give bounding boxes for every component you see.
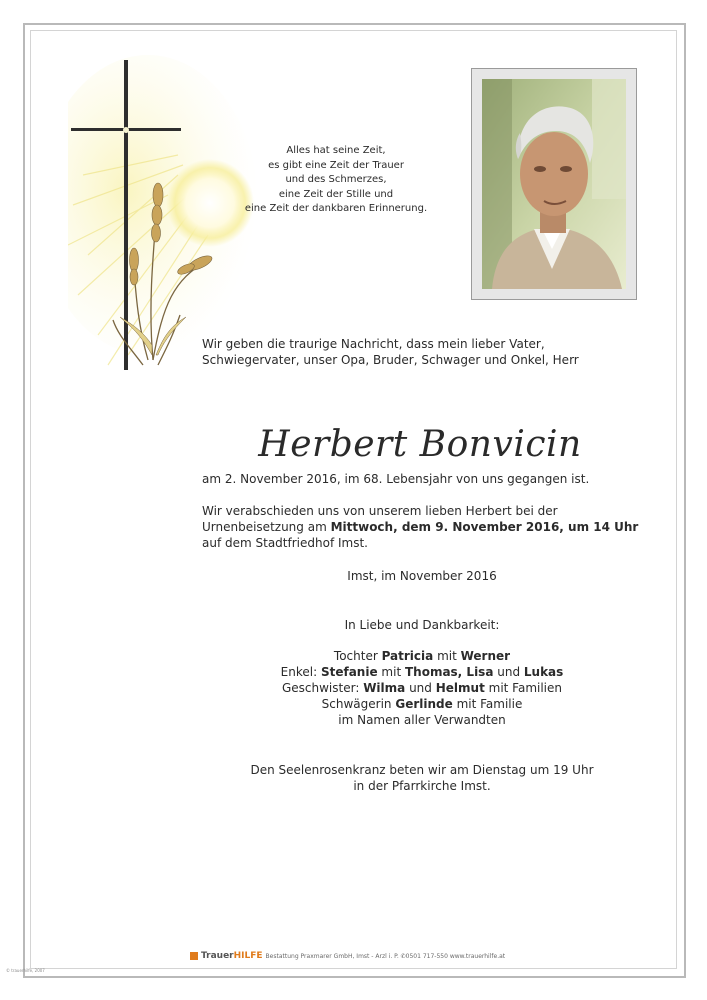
deceased-name: Herbert Bonvicin xyxy=(258,424,582,466)
mourner-name: Thomas, Lisa xyxy=(404,665,494,679)
memorial-quote xyxy=(236,144,436,217)
mourner-text: Schwägerin xyxy=(321,697,396,711)
mourner-name: Gerlinde xyxy=(395,697,453,711)
footer xyxy=(190,950,550,962)
logo-text-accent: HILFE xyxy=(233,951,263,961)
quote-line: Alles hat seine Zeit, xyxy=(286,145,386,156)
logo-text: Trauer xyxy=(201,951,234,961)
mourner-line xyxy=(202,664,642,680)
mourner-text: mit Familie xyxy=(452,697,523,711)
mourner-text: und xyxy=(493,665,524,679)
mourner-text: mit xyxy=(377,665,405,679)
mourner-name: Werner xyxy=(460,649,511,663)
mourner-text: Enkel: xyxy=(280,665,321,679)
footer-text: Bestattung Praxmarer GmbH, Imst - Arzl i. P. ✆0501 717-550 www.trauerhilfe.at xyxy=(265,952,506,960)
mourners-list xyxy=(202,648,642,728)
mourner-name: Patricia xyxy=(381,649,434,663)
mourner-text: mit xyxy=(433,649,461,663)
mourner-line xyxy=(202,680,642,696)
mourner-name: Wilma xyxy=(363,681,406,695)
portrait-photo xyxy=(482,79,626,289)
footer-logo xyxy=(201,951,263,961)
mourner-name: Lukas xyxy=(523,665,564,679)
trauerhilfe-logo-icon xyxy=(190,952,198,960)
thanks-line: In Liebe und Dankbarkeit: xyxy=(344,618,500,632)
mourner-line: im Namen aller Verwandten xyxy=(338,713,506,727)
quote-line: eine Zeit der Stille und xyxy=(278,188,394,200)
announcement-intro: Wir geben die traurige Nachricht, dass mein lieber Vater, Schwiegervater, unser Opa, Bruder, Schwager und Onkel, Herr xyxy=(202,337,579,367)
funeral-text-pre: Wir verabschieden uns von unserem lieben Herbert bei der Urnenbeisetzung am xyxy=(202,504,558,534)
mourner-line xyxy=(202,696,642,712)
funeral-details xyxy=(202,503,642,551)
quote-line: es gibt eine Zeit der Trauer xyxy=(268,159,404,171)
funeral-text-post: auf dem Stadtfriedhof Imst. xyxy=(202,536,368,550)
rosary-line: Den Seelenrosenkranz beten wir am Dienstag um 19 Uhr xyxy=(250,763,594,777)
place-date: Imst, im November 2016 xyxy=(347,569,497,583)
mourner-text: und xyxy=(405,681,436,695)
copyright: © trauerhilfe, 2007 xyxy=(6,968,45,973)
mourner-text: mit Familien xyxy=(484,681,563,695)
mourner-name: Stefanie xyxy=(320,665,378,679)
portrait-frame xyxy=(471,68,637,300)
mourner-text: Tochter xyxy=(333,649,382,663)
quote-line: und des Schmerzes, xyxy=(285,174,387,186)
mourner-name: Helmut xyxy=(435,681,485,695)
rosary-line: in der Pfarrkirche Imst. xyxy=(353,779,491,793)
quote-line: eine Zeit der dankbaren Erinnerung. xyxy=(244,203,428,215)
mourner-text: Geschwister: xyxy=(281,681,364,695)
rosary-notice xyxy=(202,762,642,794)
funeral-date: Mittwoch, dem 9. November 2016, um 14 Uhr xyxy=(330,520,639,534)
date-of-death: am 2. November 2016, im 68. Lebensjahr von uns gegangen ist. xyxy=(202,472,590,486)
mourner-line xyxy=(202,648,642,664)
